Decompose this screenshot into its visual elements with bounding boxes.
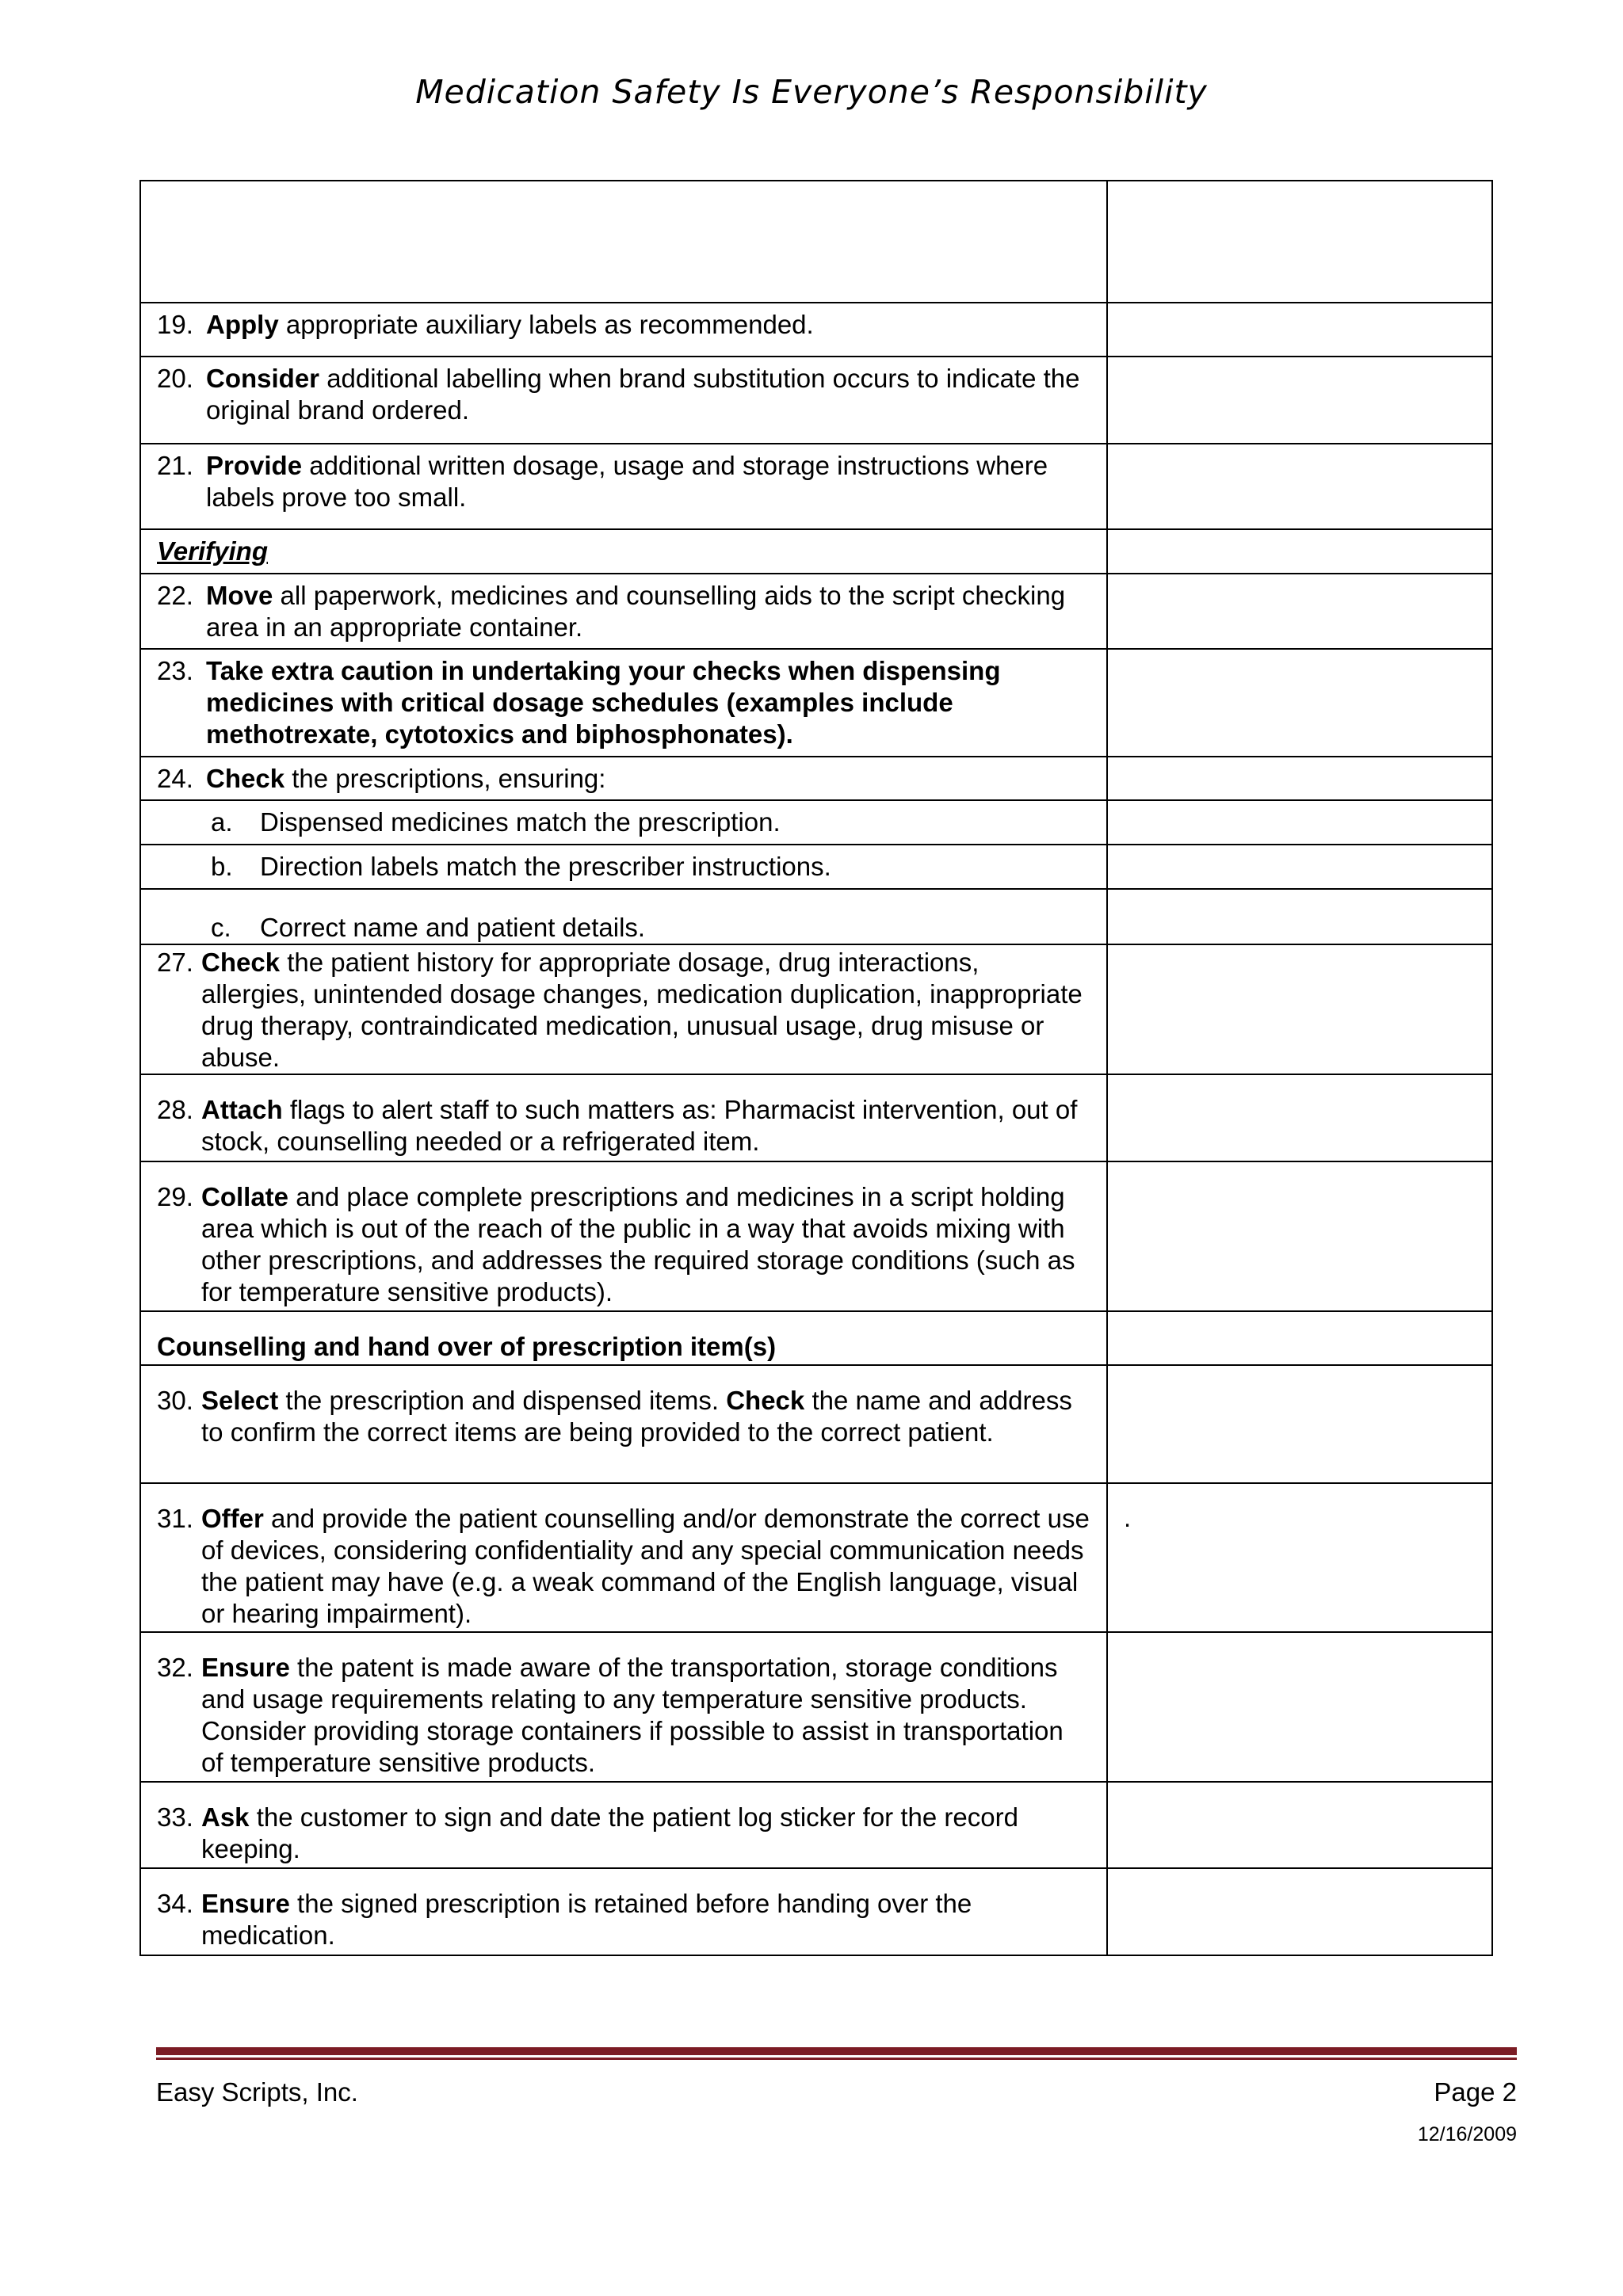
section-heading-verifying: Verifying (157, 536, 268, 566)
checklist-item: 33. Ask the customer to sign and date the patient log sticker for the record keeping. (157, 1802, 1018, 1863)
table-row (140, 1483, 1492, 1632)
checklist-table (139, 180, 1493, 1956)
footer-date: 12/16/2009 (1417, 2123, 1517, 2145)
table-row (140, 444, 1492, 529)
footer-divider-thin (156, 2058, 1517, 2060)
table-row (140, 649, 1492, 757)
checklist-item: 20. Consider additional labelling when brand substitution occurs to indicate the original brand ordered. (157, 364, 1080, 425)
table-row (140, 1311, 1492, 1365)
checklist-item: 28. Attach flags to alert staff to such matters as: Pharmacist intervention, out of stock, counselling needed or a refrigerated item. (157, 1095, 1078, 1156)
checklist-item: 34. Ensure the signed prescription is retained before handing over the medication. (157, 1889, 972, 1950)
checklist-item: 30. Select the prescription and dispensed items. Check the name and address to confirm the correct items are being provided to the correct patient. (157, 1386, 1072, 1447)
table-row (140, 1161, 1492, 1311)
checklist-item: 32. Ensure the patent is made aware of the transportation, storage conditions and usage requirements relating to any temperature sensitive products. Consider providing storage containers if possible to assist in transportation of temperature sensitive products. (157, 1653, 1064, 1777)
table-row (140, 845, 1492, 889)
table-row (140, 181, 1492, 303)
checklist-item: 24. Check the prescriptions, ensuring: (157, 764, 606, 793)
note-mark: . (1124, 1503, 1132, 1532)
page-header-title: Medication Safety Is Everyone’s Responsibility (415, 73, 1208, 111)
checklist-subitem: b. Direction labels match the prescriber instructions. (211, 852, 831, 881)
section-heading-counselling: Counselling and hand over of prescription item(s) (157, 1332, 777, 1361)
checklist-item: 31. Offer and provide the patient counselling and/or demonstrate the correct use of devices, considering confidentiality and any special communication needs the patient may have (e.g. a weak command of the English language, visual or hearing impairment). (157, 1504, 1090, 1628)
checklist-item: 29. Collate and place complete prescriptions and medicines in a script holding area which is out of the reach of the public in a way that avoids mixing with other prescriptions, and addresses the required storage conditions (such as for temperature sensitive products). (157, 1182, 1075, 1306)
table-row (140, 1868, 1492, 1955)
table-row (140, 1074, 1492, 1161)
checklist-item: 27. Check the patient history for appropriate dosage, drug interactions, allergies, unintended dosage changes, medication duplication, inappropriate drug therapy, contraindicated medication, unusual usage, drug misuse or abuse. (157, 948, 1083, 1072)
table-row (140, 1365, 1492, 1483)
table-row (140, 357, 1492, 444)
footer-divider (156, 2047, 1517, 2055)
table-row (140, 944, 1492, 1074)
footer-page-number: Page 2 (1434, 2077, 1517, 2107)
table-row (140, 757, 1492, 800)
table-row (140, 1632, 1492, 1782)
table-row (140, 1782, 1492, 1868)
table-row (140, 303, 1492, 357)
checklist-subitem: c. Correct name and patient details. (211, 913, 646, 942)
footer-company: Easy Scripts, Inc. (156, 2077, 358, 2107)
table-row (140, 529, 1492, 574)
table-row (140, 889, 1492, 944)
table-row (140, 800, 1492, 845)
checklist-item: 23. Take extra caution in undertaking your checks when dispensing medicines with critical dosage schedules (examples include methotrexate, cytotoxics and biphosphonates). (157, 656, 1001, 749)
checklist-item: 21. Provide additional written dosage, usage and storage instructions where labels prove too small. (157, 451, 1048, 512)
table-row (140, 574, 1492, 649)
checklist-subitem: a. Dispensed medicines match the prescription. (211, 807, 781, 837)
checklist-item: 19. Apply appropriate auxiliary labels as recommended. (157, 310, 814, 339)
checklist-item: 22. Move all paperwork, medicines and counselling aids to the script checking area in an appropriate container. (157, 581, 1066, 642)
